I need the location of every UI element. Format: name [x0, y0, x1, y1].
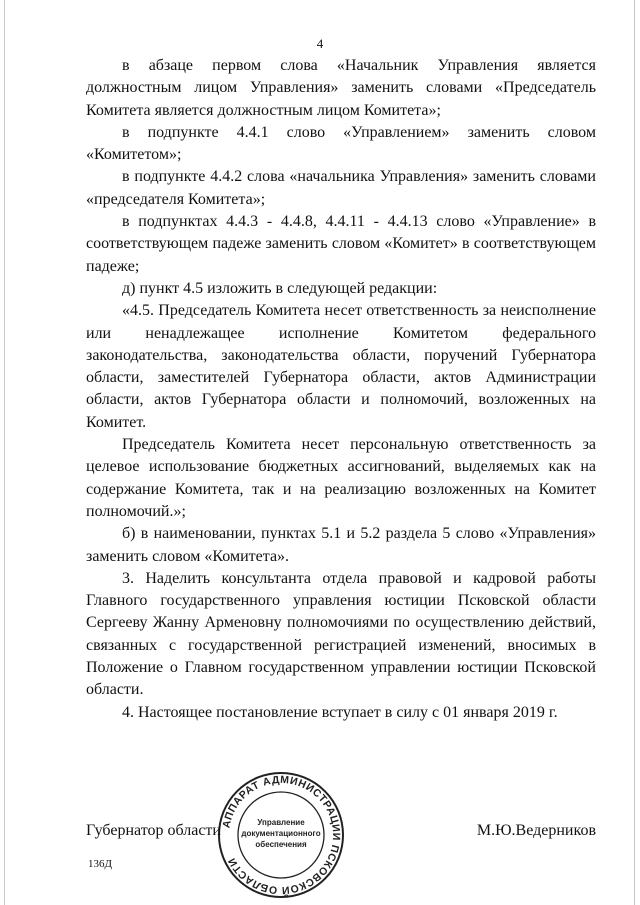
paragraph: 3. Наделить консультанта отдела правовой и кадровой работы Главного государственного управления юстиции Псковской области Сергееву Жанну Арменовну полномочиями по осуществлению действий, связанных с государственной регистрацией изменений, вносимых в Положение о Главном государственном управлении юстиции Псковской области. [86, 569, 596, 699]
paragraph: б) в наименовании, пунктах 5.1 и 5.2 раздела 5 слово «Управления» заменить словом «Комитета». [86, 525, 596, 565]
signer-name: М.Ю.Ведерников [476, 822, 596, 839]
stamp-outer-text: АППАРАТ АДМИНИСТРАЦИИ ПСКОВСКОЙ ОБЛАСТИ [220, 773, 343, 897]
signer-position: Губернатор области [86, 822, 221, 839]
page-number: 4 [316, 36, 324, 51]
paragraph: в подпунктах 4.4.3 - 4.4.8, 4.4.11 - 4.4.13 слово «Управление» в соответствующем падеже заменить словом «Комитет» в соответствующем падеже; [86, 213, 596, 275]
paragraph: «4.5. Председатель Комитета несет ответственность за неисполнение или ненадлежащее исполнение Комитетом федерального законодательства, законодательства области, поручений Губернатора области, заместителей Губернатора области, актов Администрации области, актов Губернатора области и полномочий, возложенных на Комитет. [86, 302, 596, 431]
paragraph: в подпункте 4.4.1 слово «Управлением» заменить словом «Комитетом»; [86, 123, 596, 164]
document-code: 136Д [88, 858, 113, 870]
stamp-line: обеспечения [255, 840, 307, 849]
signature-block [86, 822, 596, 846]
document-body [86, 55, 596, 724]
paragraph: в подпункте 4.4.2 слова «начальника Управления» заменить словами «председателя Комитета»; [86, 168, 596, 208]
paragraph: 4. Настоящее постановление вступает в силу с 01 января 2019 г. [122, 703, 558, 721]
stamp-line: Управление [257, 818, 305, 827]
paragraph: д) пункт 4.5 изложить в следующей редакции: [122, 279, 438, 297]
stamp-line: документационного [241, 829, 321, 838]
paragraph: в абзаце первом слова «Начальник Управления является должностным лицом Управления» заменить словами «Председатель Комитета является должностным лицом Комитета»; [86, 57, 596, 119]
scan-edge-left [4, 0, 5, 905]
paragraph: Председатель Комитета несет персональную ответственность за целевое использование бюджетных ассигнований, выделяемых как на содержание Комитета, так и на реализацию возложенных на Комитет полномочий.»; [86, 436, 596, 520]
scan-edge-right [634, 0, 635, 905]
